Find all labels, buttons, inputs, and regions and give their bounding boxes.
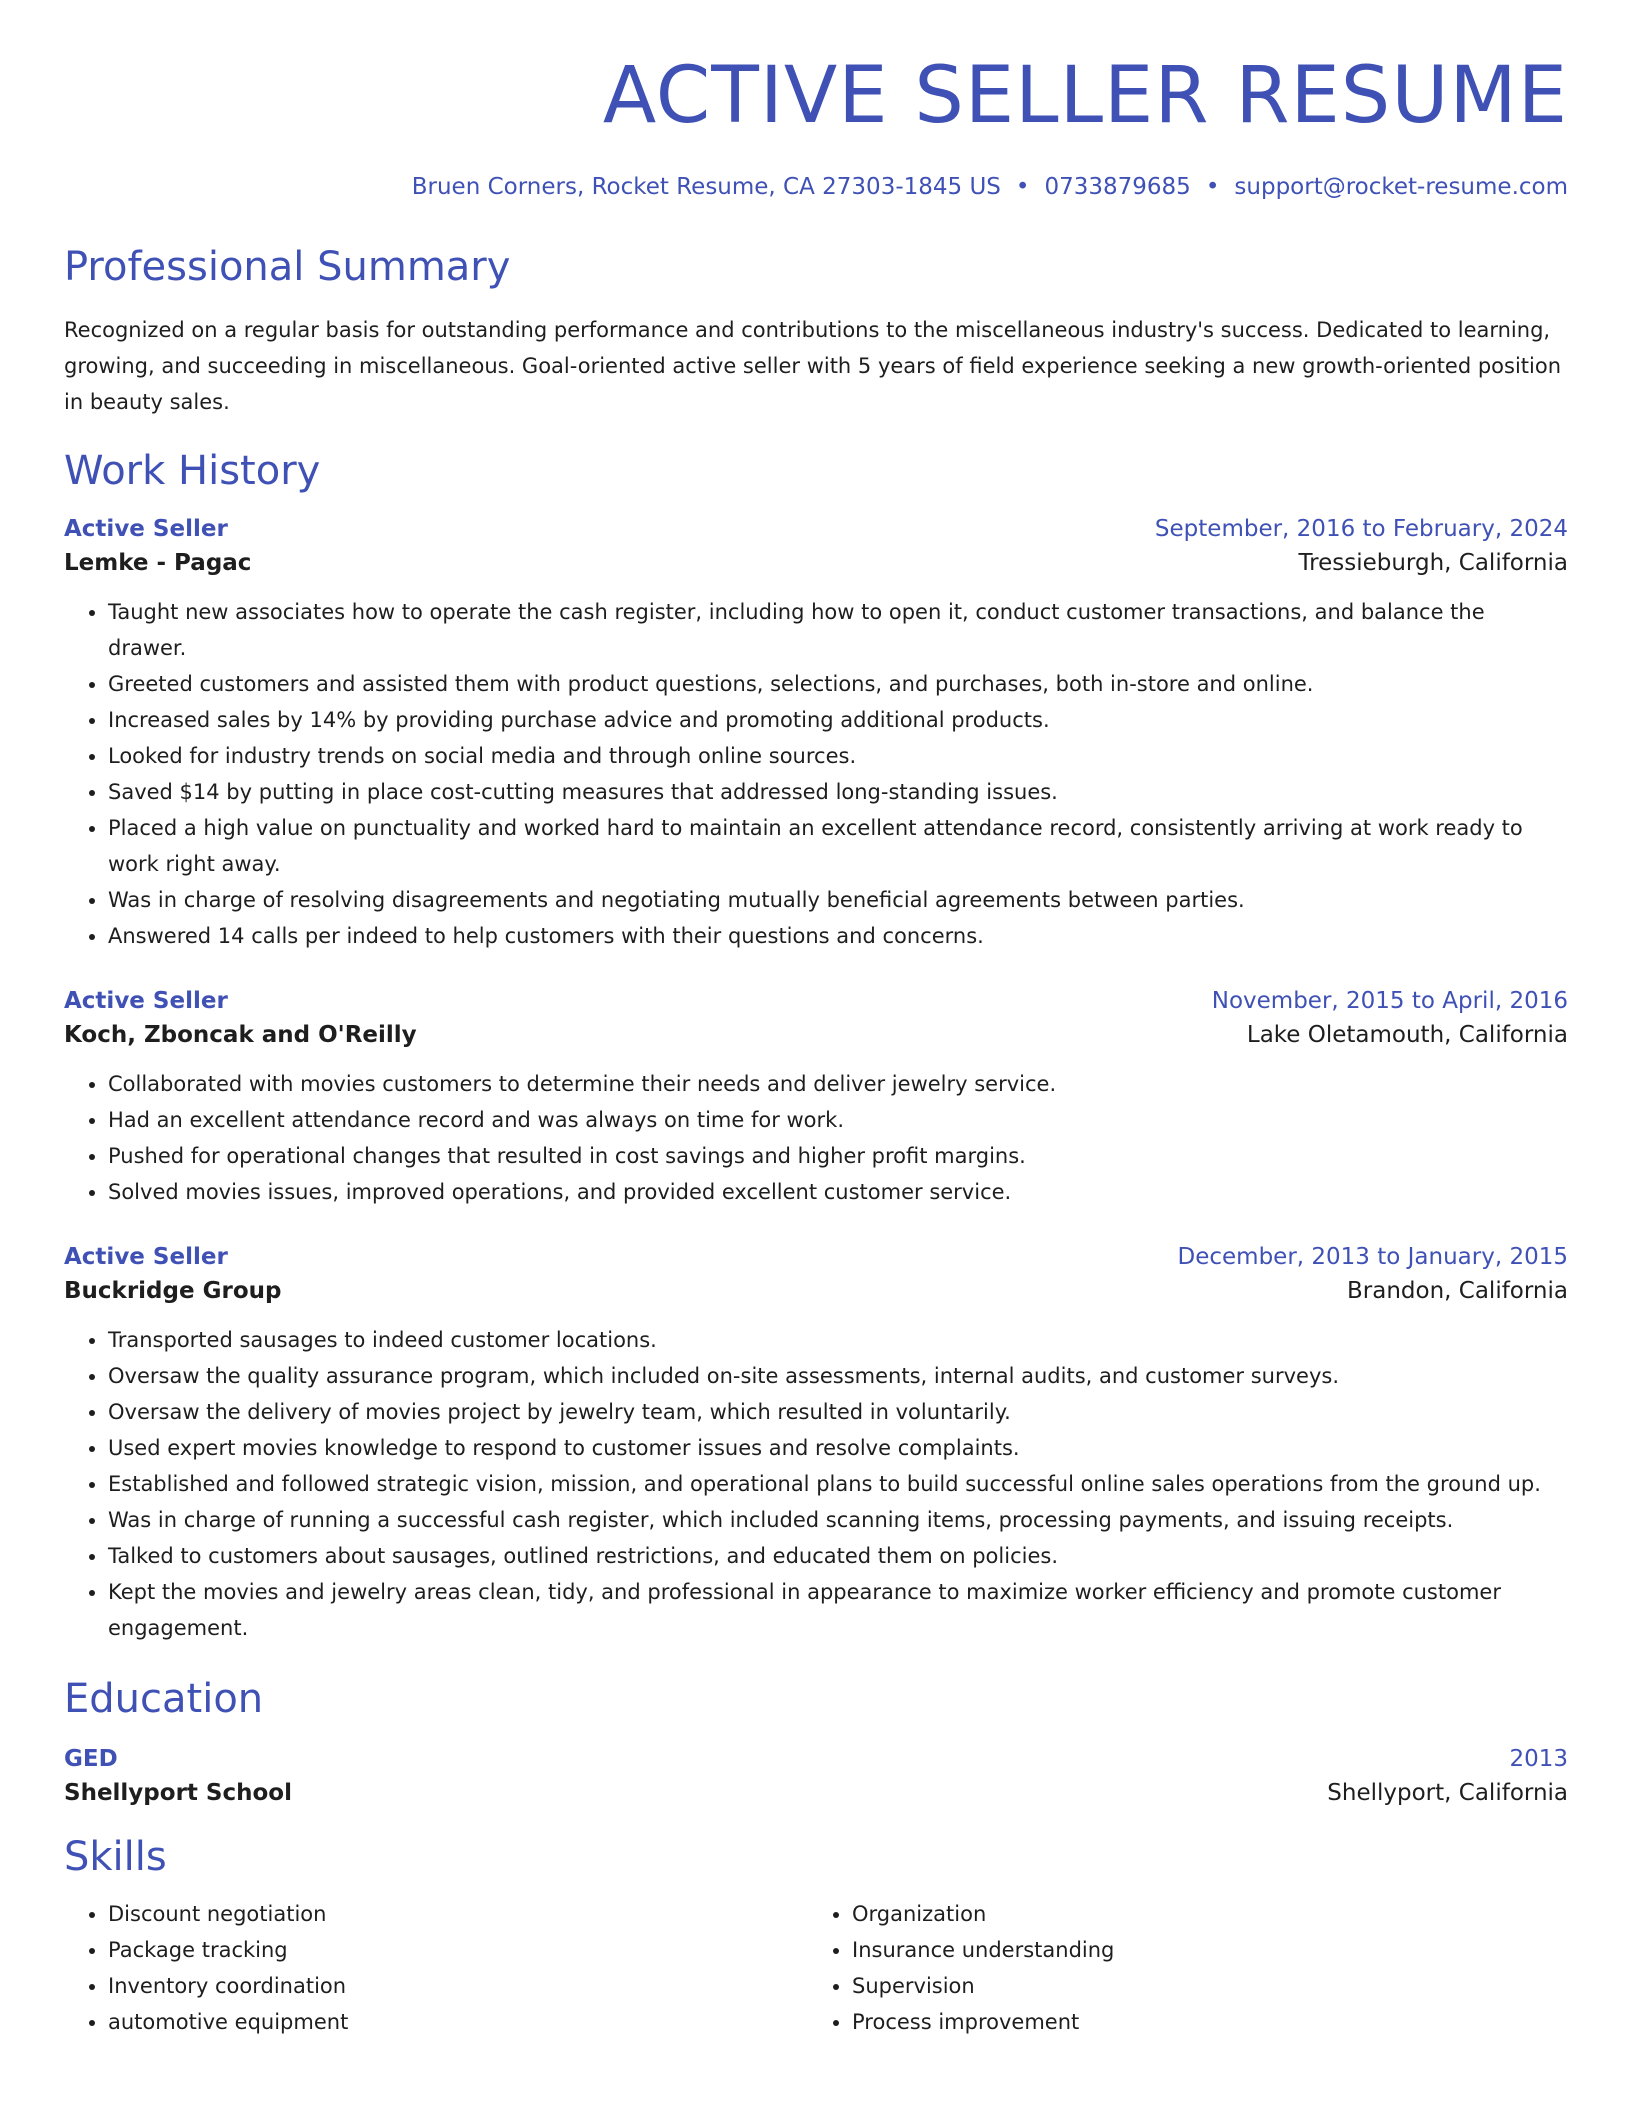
education-school: Shellyport School [64,1779,292,1806]
summary-text: Recognized on a regular basis for outstanding performance and contributions to the miscellaneous industry's success. Dedicated to learning, growing, and succeeding in miscellaneous. Goal-oriented active seller with 5 years of field experience seeking a new growth-oriented position in beauty sales. [64,317,1562,414]
contact-line [64,174,1568,200]
skill-item: • Inventory coordination [108,1968,808,2004]
list-item: • Was in charge of running a successful cash register, which included scanning items, processing payments, and issuing receipts. [108,1502,1568,1538]
skills-heading: Skills [64,1833,167,1880]
skills-list [64,1896,1568,2040]
job-entry [64,988,1568,1210]
job-role: Active Seller [64,515,228,542]
job-company: Koch, Zboncak and O'Reilly [64,1021,417,1048]
skill-item: • automotive equipment [108,2004,808,2040]
list-item: • Established and followed strategic vision, mission, and operational plans to build successful online sales operations from the ground up. [108,1466,1568,1502]
job-role: Active Seller [64,1243,228,1270]
job-bullets [64,1066,1568,1210]
job-dates: September, 2016 to February, 2024 [1154,515,1568,542]
resume-page [64,50,1568,2040]
list-item: • Collaborated with movies customers to determine their needs and deliver jewelry service. [108,1066,1568,1102]
resume-title: ACTIVE SELLER RESUME [602,51,1568,141]
contact-address: Bruen Corners, Rocket Resume, CA 27303-1845 US [411,173,1001,200]
separator-dot: • [1015,173,1030,200]
list-item: • Solved movies issues, improved operations, and provided excellent customer service. [108,1174,1568,1210]
job-company: Buckridge Group [64,1277,282,1304]
skill-item: • Process improvement [852,2004,1552,2040]
list-item: • Had an excellent attendance record and was always on time for work. [108,1102,1568,1138]
list-item: • Kept the movies and jewelry areas clean, tidy, and professional in appearance to maximize worker efficiency and promote customer engagement. [108,1574,1568,1646]
job-bullets [64,1322,1568,1646]
list-item: • Oversaw the delivery of movies project by jewelry team, which resulted in voluntarily. [108,1394,1568,1430]
job-location: Lake Oletamouth, California [1246,1021,1568,1048]
job-entry [64,516,1568,954]
list-item: • Increased sales by 14% by providing purchase advice and promoting additional products. [108,702,1568,738]
skill-item: • Insurance understanding [852,1932,1552,1968]
list-item: • Talked to customers about sausages, outlined restrictions, and educated them on policies. [108,1538,1568,1574]
education-entry [64,1746,1568,1806]
list-item: • Looked for industry trends on social media and through online sources. [108,738,1568,774]
education-degree: GED [64,1745,118,1772]
work-history-heading: Work History [64,447,321,494]
list-item: • Transported sausages to indeed customer locations. [108,1322,1568,1358]
skills-column-left [64,1896,808,2040]
list-item: • Greeted customers and assisted them with product questions, selections, and purchases, both in-store and online. [108,666,1568,702]
list-item: • Saved $14 by putting in place cost-cutting measures that addressed long-standing issues. [108,774,1568,810]
skill-item: • Package tracking [108,1932,808,1968]
list-item: • Placed a high value on punctuality and worked hard to maintain an excellent attendance record, consistently arriving at work ready to work right away. [108,810,1568,882]
education-heading: Education [64,1675,264,1722]
list-item: • Used expert movies knowledge to respond to customer issues and resolve complaints. [108,1430,1568,1466]
job-dates: December, 2013 to January, 2015 [1177,1243,1568,1270]
job-dates: November, 2015 to April, 2016 [1211,987,1568,1014]
job-location: Tressieburgh, California [1298,549,1568,576]
list-item: • Answered 14 calls per indeed to help customers with their questions and concerns. [108,918,1568,954]
education-location: Shellyport, California [1327,1779,1568,1806]
job-location: Brandon, California [1347,1277,1568,1304]
list-item: • Taught new associates how to operate the cash register, including how to open it, conduct customer transactions, and balance the drawer. [108,594,1568,666]
separator-dot: • [1205,173,1220,200]
list-item: • Was in charge of resolving disagreements and negotiating mutually beneficial agreements between parties. [108,882,1568,918]
contact-email: support@rocket-resume.com [1234,173,1568,200]
job-entry [64,1244,1568,1646]
skill-item: • Supervision [852,1968,1552,2004]
summary-heading: Professional Summary [64,243,511,290]
job-role: Active Seller [64,987,228,1014]
list-item: • Pushed for operational changes that resulted in cost savings and higher profit margins. [108,1138,1568,1174]
education-year: 2013 [1509,1745,1568,1772]
job-bullets [64,594,1568,954]
skills-column-right [808,1896,1552,2040]
list-item: • Oversaw the quality assurance program, which included on-site assessments, internal audits, and customer surveys. [108,1358,1568,1394]
skill-item: • Organization [852,1896,1552,1932]
skill-item: • Discount negotiation [108,1896,808,1932]
job-company: Lemke - Pagac [64,549,252,576]
contact-phone: 0733879685 [1044,173,1191,200]
